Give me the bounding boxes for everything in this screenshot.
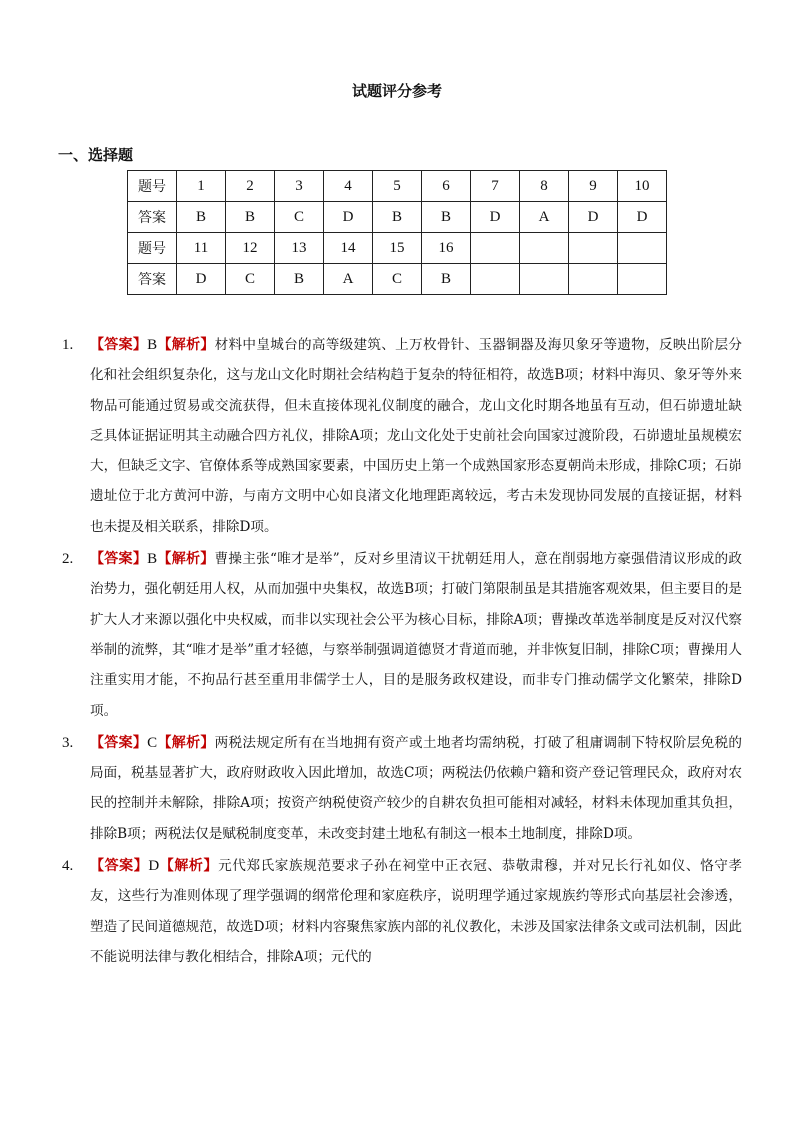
answer-letter: D — [148, 858, 160, 875]
table-cell: 16 — [422, 233, 471, 264]
row-label: 题号 — [128, 233, 177, 264]
analysis-item — [62, 728, 742, 849]
table-cell: B — [422, 264, 471, 295]
table-cell — [618, 233, 667, 264]
table-cell: 12 — [226, 233, 275, 264]
analysis-tag: 【解析】 — [157, 337, 215, 353]
analysis-text: 两税法规定所有在当地拥有资产或土地者均需纳税，打破了租庸调制下特权阶层免税的局面，税基显著扩大，政府财政收入因此增加，故选C项；两税法仍依赖户籍和资产登记管理民众，政府对农民的控制并未解除，排除A项；按资产纳税使资产较少的自耕农负担可能相对减轻，材料未体现加重其负担，排除B项；两税法仅是赋税制度变革，未改变封建土地私有制这一根本土地制度，排除D项。 — [90, 734, 743, 842]
answer-tag: 【答案】 — [90, 858, 149, 875]
table-cell: D — [324, 202, 373, 233]
table-cell: 9 — [569, 171, 618, 202]
analysis-tag: 【解析】 — [157, 551, 215, 568]
table-cell: B — [373, 202, 422, 233]
answer-tag: 【答案】 — [90, 551, 148, 568]
table-cell: D — [471, 202, 520, 233]
row-label: 答案 — [128, 202, 177, 233]
item-number: 2. — [62, 551, 74, 568]
table-cell: 7 — [471, 171, 520, 202]
table-cell: 13 — [275, 233, 324, 264]
table-cell — [471, 264, 520, 295]
table-cell: 6 — [422, 171, 471, 202]
table-cell: 11 — [177, 233, 226, 264]
analysis-tag: 【解析】 — [159, 858, 219, 875]
table-cell: B — [275, 264, 324, 295]
table-cell: D — [177, 264, 226, 295]
answer-tag: 【答案】 — [90, 734, 148, 751]
row-label: 题号 — [128, 171, 177, 202]
answer-letter: B — [147, 337, 158, 353]
table-cell — [569, 233, 618, 264]
table-cell: B — [177, 202, 226, 233]
table-cell — [618, 264, 667, 295]
analysis-tag: 【解析】 — [157, 734, 215, 751]
item-number: 3. — [62, 734, 74, 751]
table-cell: C — [275, 202, 324, 233]
table-row — [128, 264, 667, 295]
item-number: 1. — [62, 337, 74, 353]
table-row — [128, 202, 667, 233]
table-cell: C — [373, 264, 422, 295]
table-cell — [471, 233, 520, 264]
analysis-item — [62, 851, 742, 972]
analysis-text: 材料中皇城台的高等级建筑、上万枚骨针、玉器铜器及海贝象牙等遗物，反映出阶层分化和社会组织复杂化，这与龙山文化时期社会结构趋于复杂的特征相符，故选B项；材料中海贝、象牙等外来物品可能通过贸易或交流获得，但未直接体现礼仪制度的融合，龙山文化时期各地虽有互动，但石峁遗址缺乏具体证据证明其主动融合四方礼仪，排除A项；龙山文化处于史前社会向国家过渡阶段，石峁遗址虽规模宏大，但缺乏文字、官僚体系等成熟国家要素，中国历史上第一个成熟国家形态夏朝尚未形成，排除C项；石峁遗址位于北方黄河中游，与南方文明中心如良渚文化地理距离较远，考古未发现协同发展的直接证据，材料也未提及相关联系，排除D项。 — [90, 337, 743, 535]
table-cell: 5 — [373, 171, 422, 202]
table-cell: 3 — [275, 171, 324, 202]
analysis-text: 元代郑氏家族规范要求子孙在祠堂中正衣冠、恭敬肃穆，并对兄长行礼如仪、恪守孝友，这些行为准则体现了理学强调的纲常伦理和家庭秩序，说明理学通过家规族约等形式向基层社会渗透，塑造了民间道德规范，故选D项；材料内容聚焦家族内部的礼仪教化，未涉及国家法律条文或司法机制，因此不能说明法律与教化相结合，排除A项；元代的 — [90, 858, 743, 965]
table-cell: 14 — [324, 233, 373, 264]
answer-table — [127, 170, 667, 295]
section-heading: 一、选择题 — [58, 146, 134, 164]
page-title: 试题评分参考 — [351, 82, 442, 100]
table-cell: C — [226, 264, 275, 295]
item-number: 4. — [62, 858, 74, 875]
table-cell — [520, 233, 569, 264]
table-cell: A — [520, 202, 569, 233]
table-cell: 4 — [324, 171, 373, 202]
answer-tag: 【答案】 — [90, 337, 148, 353]
table-cell — [569, 264, 618, 295]
table-cell: B — [422, 202, 471, 233]
table-cell: 15 — [373, 233, 422, 264]
answer-letter: B — [147, 551, 158, 568]
analysis-text: 曹操主张“唯才是举”，反对乡里清议干扰朝廷用人，意在削弱地方豪强借清议形成的政治势力，强化朝廷用人权，从而加强中央集权，故选B项；打破门第限制虽是其措施客观效果，但主要目的是扩大人才来源以强化中央权威，而非以实现社会公平为核心目标，排除A项；曹操改革选举制度是反对汉代察举制的流弊，其“唯才是举”重才轻德，与察举制强调道德贤才背道而驰，并非恢复旧制，排除C项；曹操用人注重实用才能，不拘品行甚至重用非儒学士人，目的是服务政权建设，而非专门推动儒学文化繁荣，排除D项。 — [90, 551, 743, 719]
answer-letter: C — [147, 734, 158, 751]
row-label: 答案 — [128, 264, 177, 295]
table-cell: 2 — [226, 171, 275, 202]
table-cell: A — [324, 264, 373, 295]
table-cell: B — [226, 202, 275, 233]
analysis-list — [62, 330, 742, 974]
table-row — [128, 233, 667, 264]
table-cell: 10 — [618, 171, 667, 202]
table-cell: D — [569, 202, 618, 233]
table-cell: 8 — [520, 171, 569, 202]
table-row — [128, 171, 667, 202]
analysis-item — [62, 544, 742, 726]
table-cell: D — [618, 202, 667, 233]
analysis-item — [62, 330, 742, 542]
table-cell: 1 — [177, 171, 226, 202]
table-cell — [520, 264, 569, 295]
